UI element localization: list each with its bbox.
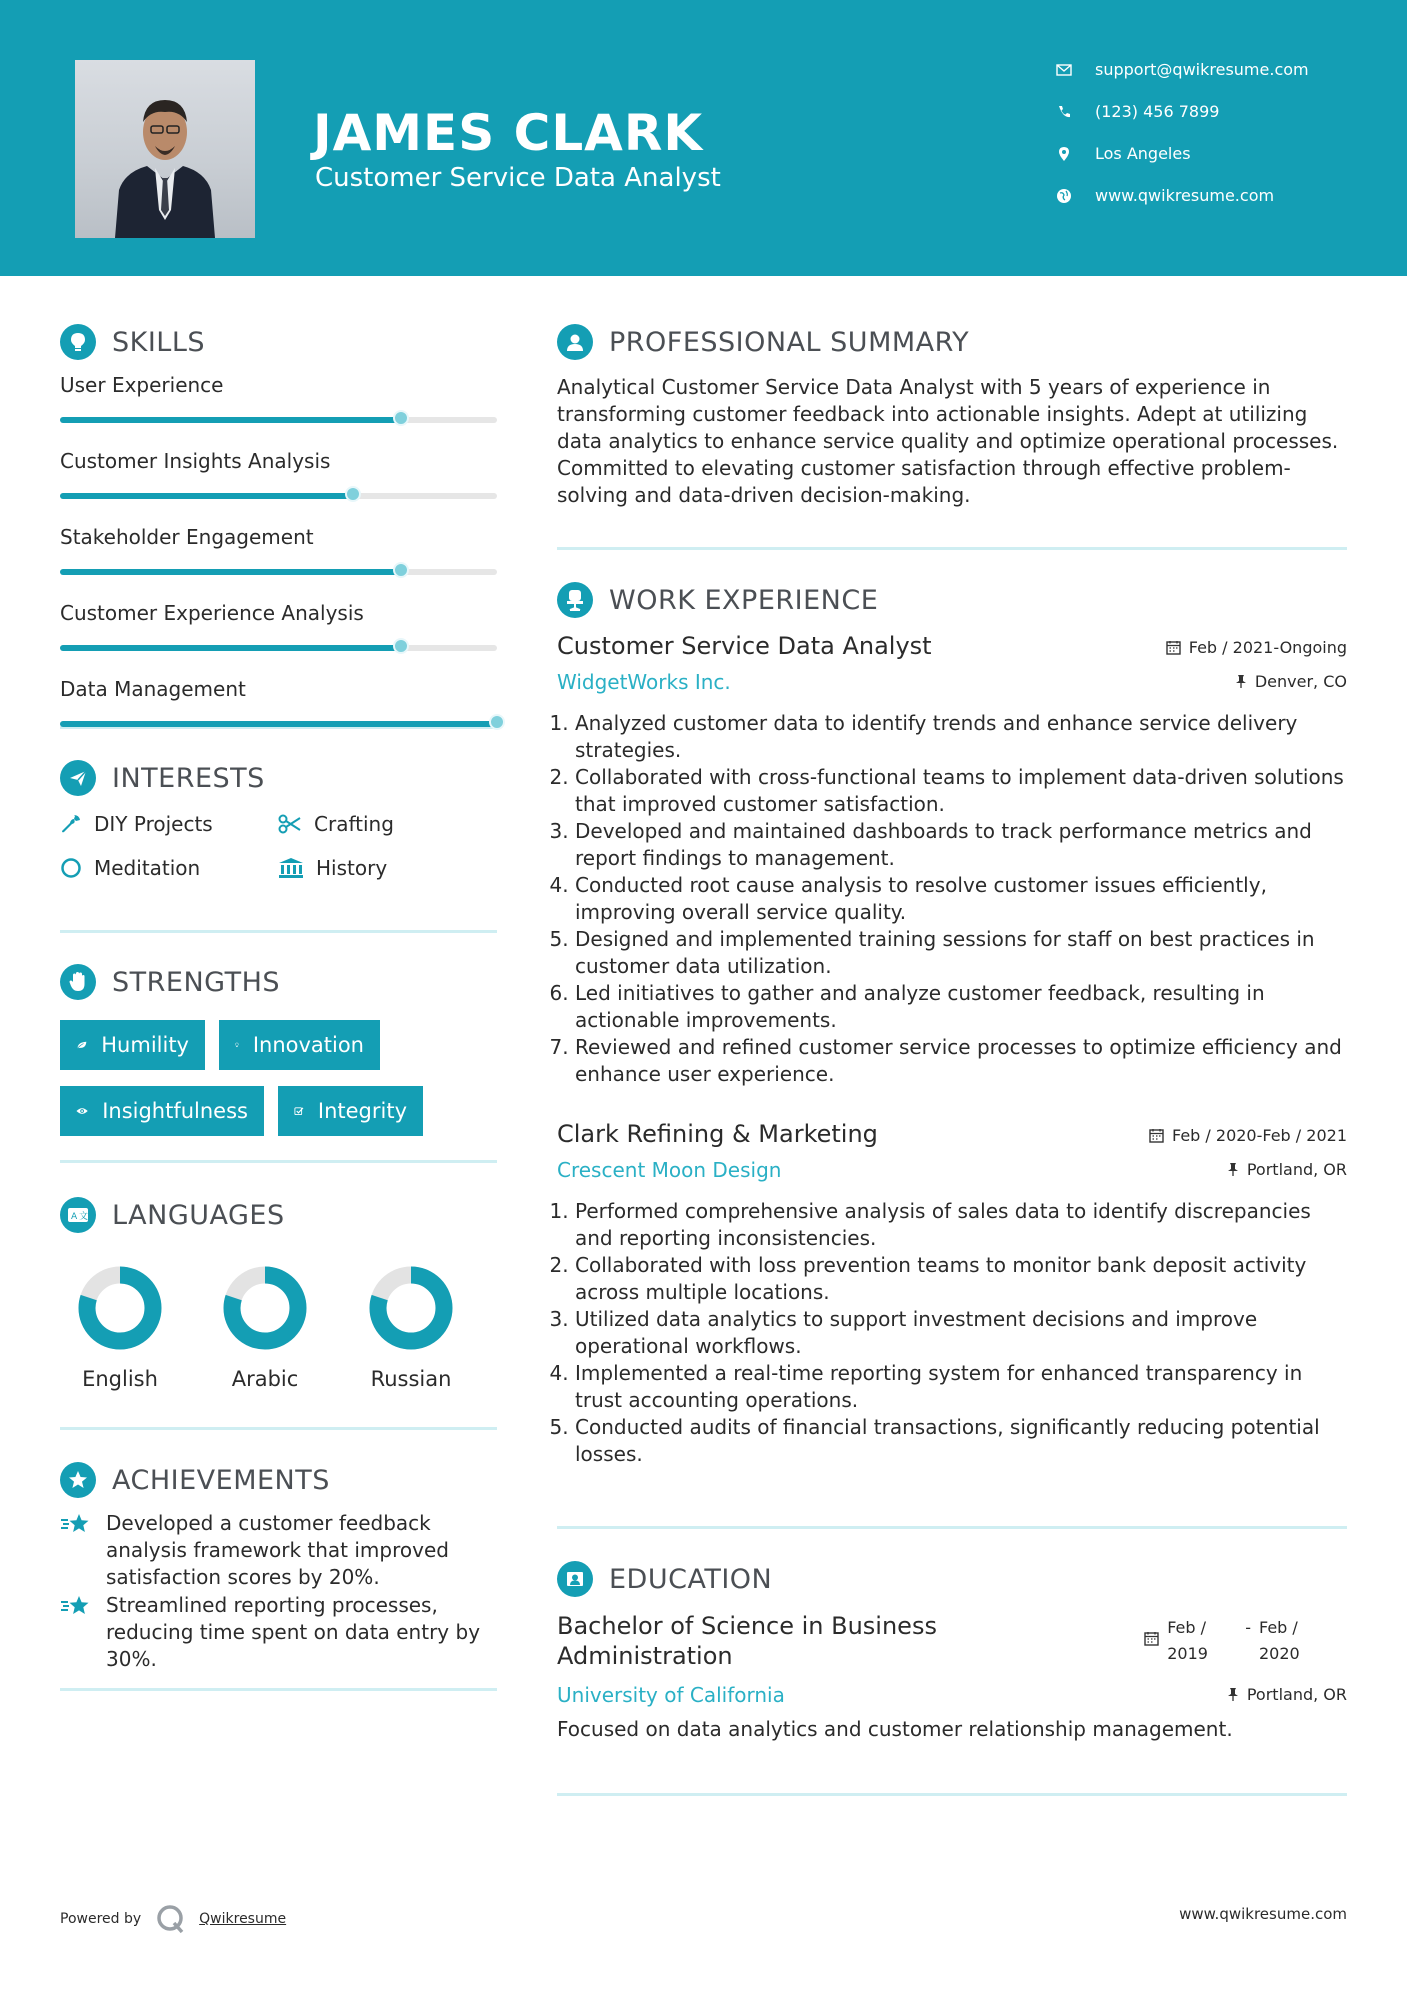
skill-label: Customer Experience Analysis	[60, 601, 364, 625]
skill-item	[60, 677, 497, 727]
job-entry	[557, 632, 1347, 1088]
lightbulb-icon	[60, 324, 96, 360]
job-location	[1235, 672, 1347, 691]
wrench-icon	[60, 813, 82, 835]
job-bullet: 4. Implemented a real-time reporting system for enhanced transparency in trust accounting operations.	[575, 1360, 1347, 1414]
right-column	[557, 320, 1347, 1796]
job-location-text: Portland, OR	[1246, 1160, 1347, 1179]
chair-icon	[557, 582, 593, 618]
skills-heading	[60, 320, 497, 364]
interests-list	[60, 800, 497, 910]
job-dates	[1166, 638, 1347, 657]
achievements-title: ACHIEVEMENTS	[112, 1464, 330, 1496]
skill-bar-fill	[60, 417, 401, 423]
strengths-list	[60, 1004, 497, 1144]
user-icon	[557, 324, 593, 360]
scissors-icon	[278, 813, 302, 835]
education-dates	[1144, 1615, 1307, 1667]
achievement-text: Streamlined reporting processes, reducing time spent on data entry by 30%.	[106, 1593, 481, 1671]
calendar-icon	[1166, 640, 1181, 655]
job-bullet: 3. Developed and maintained dashboards to track performance metrics and report findings to management.	[575, 818, 1347, 872]
achievement-item	[60, 1592, 497, 1673]
strength-tag	[278, 1086, 423, 1136]
experience-heading	[557, 578, 1347, 622]
education-description: Focused on data analytics and customer relationship management.	[557, 1717, 1233, 1741]
section-divider	[557, 1793, 1347, 1796]
strength-tag	[60, 1086, 264, 1136]
skill-bar-knob	[393, 410, 409, 426]
achievement-item	[60, 1510, 497, 1591]
skill-bar-knob	[489, 714, 505, 730]
contact-website[interactable]	[1055, 186, 1274, 205]
skill-item	[60, 525, 497, 575]
job-bullet: 2. Collaborated with cross-functional teams to implement data-driven solutions that improved customer satisfaction.	[575, 764, 1347, 818]
experience-title: WORK EXPERIENCE	[609, 584, 879, 616]
paper-plane-icon	[60, 760, 96, 796]
email-text: support@qwikresume.com	[1095, 60, 1309, 79]
skill-bar	[60, 569, 497, 575]
candidate-name: JAMES CLARK	[313, 104, 704, 162]
skill-bar-fill	[60, 493, 353, 499]
section-divider	[557, 547, 1347, 550]
skills-list	[60, 364, 497, 764]
achievements-heading	[60, 1458, 497, 1502]
education-title: EDUCATION	[609, 1563, 773, 1595]
thumbtack-icon	[1227, 1162, 1239, 1177]
summary-text: Analytical Customer Service Data Analyst with 5 years of experience in transforming customer feedback into actionable insights. Adept at utilizing data analytics to enhance service quality and optimize operational processes. Committed to elevating customer satisfaction through effective problem-solving and data-driven decision-making.	[557, 375, 1339, 507]
website-text: www.qwikresume.com	[1095, 186, 1275, 205]
skills-title: SKILLS	[112, 326, 206, 358]
languages-list	[60, 1237, 497, 1437]
skill-bar-fill	[60, 721, 497, 727]
languages-heading	[60, 1193, 497, 1237]
job-company: Crescent Moon Design	[557, 1158, 782, 1182]
summary-heading	[557, 320, 1347, 364]
skill-bar	[60, 721, 497, 727]
interest-label: DIY Projects	[94, 812, 213, 836]
map-marker-icon	[1055, 145, 1073, 163]
strength-tag	[219, 1020, 380, 1070]
section-divider	[557, 1526, 1347, 1529]
institution-icon	[278, 857, 304, 879]
contact-location	[1055, 144, 1191, 163]
date-separator: -	[1245, 1618, 1251, 1637]
achievements-list	[60, 1502, 497, 1702]
left-column	[60, 320, 497, 1691]
language-ring	[60, 1263, 180, 1353]
candidate-title: Customer Service Data Analyst	[315, 163, 721, 193]
footer-powered	[60, 1903, 286, 1935]
skill-label: User Experience	[60, 373, 224, 397]
skill-bar-knob	[393, 562, 409, 578]
star-badge-icon	[60, 1462, 96, 1498]
phone-icon	[1055, 103, 1073, 121]
education-location	[1227, 1685, 1347, 1704]
calendar-icon	[1149, 1128, 1164, 1143]
education-heading	[557, 1557, 1347, 1601]
star-icon	[60, 1594, 92, 1618]
strength-label: Insightfulness	[102, 1099, 248, 1123]
job-location-text: Denver, CO	[1254, 672, 1347, 691]
job-entry	[557, 1120, 1347, 1468]
skill-item	[60, 601, 497, 651]
phone-text: (123) 456 7899	[1095, 102, 1220, 121]
header-banner	[0, 0, 1407, 276]
job-bullet: 5. Designed and implemented training sessions for staff on best practices in customer data utilization.	[575, 926, 1347, 980]
languages-title: LANGUAGES	[112, 1199, 285, 1231]
skill-bar-knob	[345, 486, 361, 502]
interest-item	[278, 812, 394, 836]
job-dates	[1149, 1126, 1347, 1145]
contact-email[interactable]	[1055, 60, 1309, 79]
job-title: Customer Service Data Analyst	[557, 632, 932, 660]
job-bullet: 1. Analyzed customer data to identify trends and enhance service delivery strategies.	[575, 710, 1347, 764]
job-bullets	[557, 710, 1347, 1088]
job-title: Clark Refining & Marketing	[557, 1120, 878, 1148]
hand-icon	[60, 964, 96, 1000]
svg-text:A: A	[71, 1212, 78, 1222]
globe-icon	[1055, 187, 1073, 205]
language-icon	[60, 1197, 96, 1233]
interests-title: INTERESTS	[112, 762, 265, 794]
language-ring	[205, 1263, 325, 1353]
skill-item	[60, 449, 497, 499]
job-bullet: 7. Reviewed and refined customer service processes to optimize efficiency and enhance user experience.	[575, 1034, 1347, 1088]
job-bullet: 2. Collaborated with loss prevention teams to monitor bank deposit activity across multiple locations.	[575, 1252, 1347, 1306]
skill-label: Stakeholder Engagement	[60, 525, 314, 549]
skill-bar-knob	[393, 638, 409, 654]
language-item	[60, 1263, 180, 1391]
calendar-icon	[1144, 1631, 1159, 1646]
skill-bar	[60, 645, 497, 651]
job-bullet: 5. Conducted audits of financial transactions, significantly reducing potential losses.	[575, 1414, 1347, 1468]
skill-label: Customer Insights Analysis	[60, 449, 331, 473]
job-bullet: 4. Conducted root cause analysis to resolve customer issues efficiently, improving overall service quality.	[575, 872, 1347, 926]
interest-item	[60, 856, 200, 880]
star-icon	[60, 1512, 92, 1536]
qwikresume-link[interactable]: Qwikresume	[199, 1911, 287, 1927]
strength-label: Humility	[101, 1033, 189, 1057]
language-ring	[351, 1263, 471, 1353]
lightbulb-outline-icon	[235, 1034, 239, 1056]
strengths-title: STRENGTHS	[112, 966, 281, 998]
thumbtack-icon	[1235, 674, 1247, 689]
thumbtack-icon	[1227, 1687, 1239, 1702]
eye-icon	[76, 1102, 88, 1120]
footer-site[interactable]: www.qwikresume.com	[1179, 1905, 1347, 1923]
skill-label: Data Management	[60, 677, 246, 701]
interest-label: History	[316, 856, 388, 880]
strength-tag	[60, 1020, 205, 1070]
education-end: Feb / 2020	[1259, 1618, 1300, 1663]
skill-bar-fill	[60, 645, 401, 651]
strength-label: Innovation	[252, 1033, 364, 1057]
svg-text:文: 文	[79, 1212, 89, 1222]
education-entry	[557, 1611, 1347, 1741]
language-label: Russian	[370, 1367, 452, 1391]
job-bullet: 1. Performed comprehensive analysis of sales data to identify discrepancies and reporting inconsistencies.	[575, 1198, 1347, 1252]
education-start: Feb / 2019	[1167, 1618, 1208, 1663]
job-bullets	[557, 1198, 1347, 1468]
skill-item	[60, 373, 497, 423]
strengths-heading	[60, 960, 497, 1004]
language-item	[351, 1263, 471, 1391]
strength-label: Integrity	[317, 1099, 407, 1123]
graduation-icon	[557, 1561, 593, 1597]
job-bullet: 6. Led initiatives to gather and analyze customer feedback, resulting in actionable improvements.	[575, 980, 1347, 1034]
school-name: University of California	[557, 1683, 785, 1707]
profile-photo	[75, 60, 255, 238]
job-dates-text: Feb / 2021-Ongoing	[1188, 638, 1347, 657]
contact-phone[interactable]	[1055, 102, 1219, 121]
language-label: English	[82, 1367, 158, 1391]
location-text: Los Angeles	[1095, 144, 1191, 163]
interest-item	[278, 856, 387, 880]
degree-title: Bachelor of Science in Business Administration	[557, 1612, 937, 1670]
skill-bar	[60, 417, 497, 423]
job-location	[1227, 1160, 1347, 1179]
language-label: Arabic	[231, 1367, 299, 1391]
language-item	[205, 1263, 325, 1391]
summary-title: PROFESSIONAL SUMMARY	[609, 326, 970, 358]
skill-bar-fill	[60, 569, 401, 575]
section-divider	[60, 930, 497, 933]
powered-by-text: Powered by	[60, 1911, 142, 1927]
circle-icon	[60, 857, 82, 879]
envelope-icon	[1055, 61, 1073, 79]
skill-bar	[60, 493, 497, 499]
job-bullet: 3. Utilized data analytics to support investment decisions and improve operational workflows.	[575, 1306, 1347, 1360]
job-dates-text: Feb / 2020-Feb / 2021	[1172, 1126, 1347, 1145]
section-divider	[60, 1160, 497, 1163]
interest-item	[60, 812, 213, 836]
achievement-text: Developed a customer feedback analysis framework that improved satisfaction scores by 20%.	[106, 1511, 449, 1589]
check-square-icon	[294, 1101, 304, 1121]
qwikresume-logo-icon	[155, 1903, 189, 1935]
education-location-text: Portland, OR	[1246, 1685, 1347, 1704]
interest-label: Crafting	[314, 812, 394, 836]
leaf-icon	[76, 1035, 87, 1055]
interest-label: Meditation	[94, 856, 201, 880]
job-company: WidgetWorks Inc.	[557, 670, 731, 694]
